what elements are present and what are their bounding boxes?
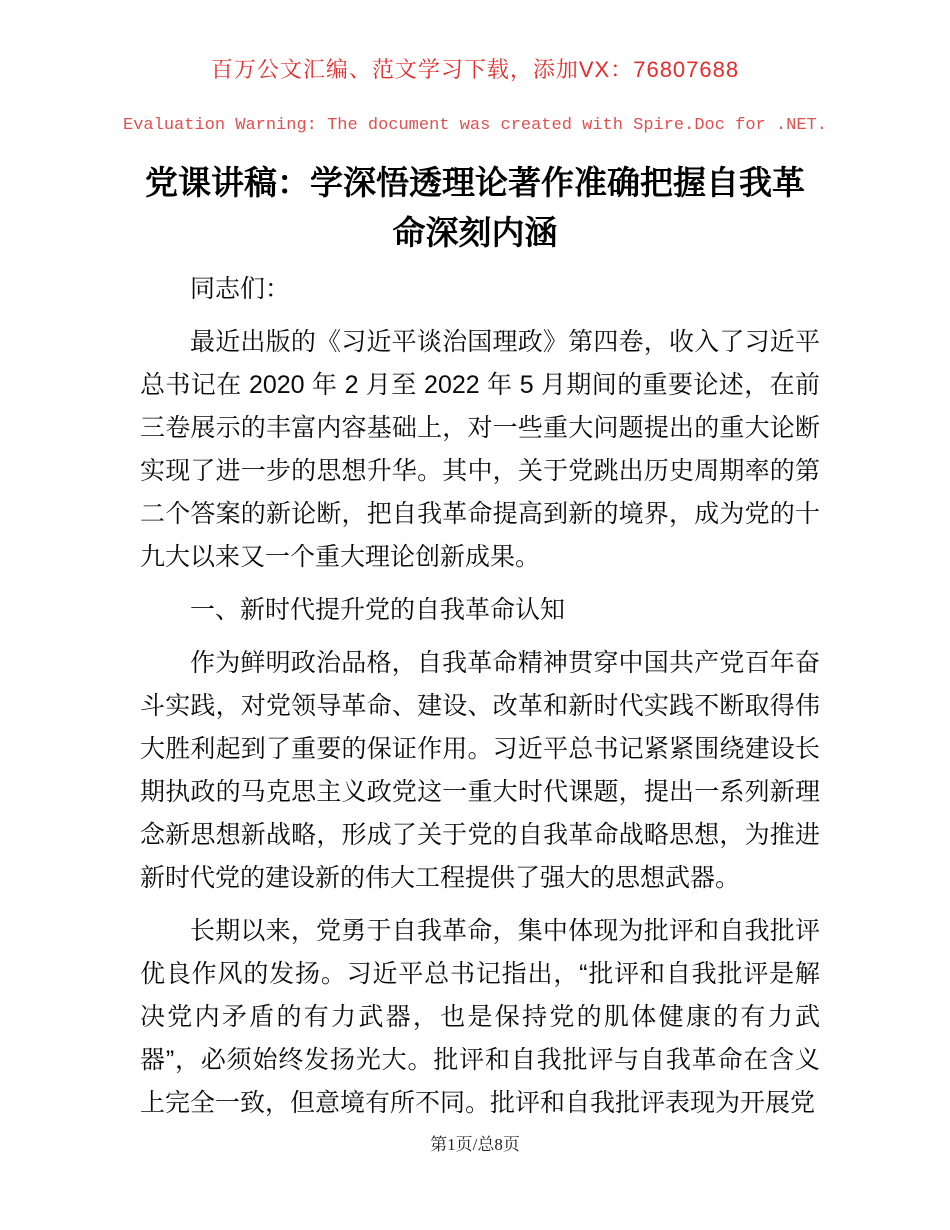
document-title: 党课讲稿：学深悟透理论著作准确把握自我革命深刻内涵 [145, 164, 805, 251]
document-body [140, 268, 820, 1125]
page-number-indicator: 第1页/总8页 [430, 1135, 520, 1154]
section-heading-1: 一、新时代提升党的自我革命认知 [190, 596, 566, 624]
paragraph-3: 长期以来，党勇于自我革命，集中体现为批评和自我批评优良作风的发扬。习近平总书记指出，“批评和自我批评是解决党内矛盾的有力武器，也是保持党的肌体健康的有力武器”，必须始终发扬光大。批评和自我批评与自我革命在含义上完全一致，但意境有所不同。批评和自我批评表现为开展党 [140, 917, 820, 1117]
evaluation-warning: Evaluation Warning: The document was created with Spire.Doc for .NET. [123, 116, 827, 135]
salutation: 同志们： [190, 275, 291, 303]
paragraph-1: 最近出版的《习近平谈治国理政》第四卷，收入了习近平总书记在 2020 年 2 月至 2022 年 5 月期间的重要论述，在前三卷展示的丰富内容基础上，对一些重大问题提出的重大论断实现了进一步的思想升华。其中，关于党跳出历史周期率的第二个答案的新论断，把自我革命提高到新的境界，成为党的十九大以来又一个重大理论创新成果。 [140, 328, 820, 571]
paragraph-2: 作为鲜明政治品格，自我革命精神贯穿中国共产党百年奋斗实践，对党领导革命、建设、改革和新时代实践不断取得伟大胜利起到了重要的保证作用。习近平总书记紧紧围绕建设长期执政的马克思主义政党这一重大时代课题，提出一系列新理念新思想新战略，形成了关于党的自我革命战略思想，为推进新时代党的建设新的伟大工程提供了强大的思想武器。 [140, 649, 820, 892]
promo-banner: 百万公文汇编、范文学习下载，添加VX：76807688 [210, 57, 740, 82]
